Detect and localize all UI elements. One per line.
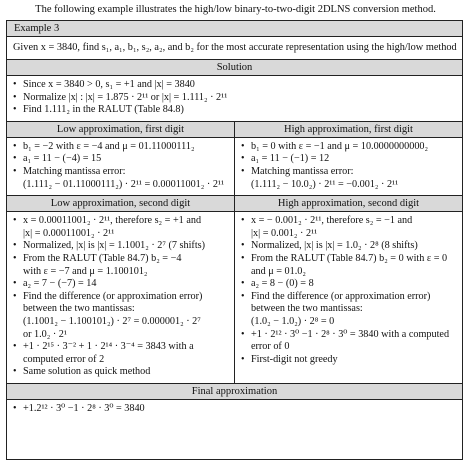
solution-item: • Since x = 3840 > 0, s₁ = +1 and |x| = 3840: [13, 79, 456, 92]
high-second-item: (1.0₂ − 1.0₂) · 2⁸ = 0: [251, 315, 335, 327]
high-second-item: |x| = 0.001₂ · 2¹¹: [251, 227, 318, 239]
low-second-item: with ε = −7 and μ = 1.100101₂: [23, 265, 148, 277]
high-first-item: (1.111₂ − 10.0₂) · 2¹¹ = −0.001₂ · 2¹¹: [251, 178, 399, 190]
high-second-list: [241, 215, 457, 366]
final-header: Final approximation: [7, 384, 462, 400]
low-second-item: (1.1001₂ − 1.100101₂) · 2⁷ = 0.000001₂ · 2⁷: [23, 315, 201, 327]
low-first-item: (1.111₂ − 01.11000111₂) · 2¹¹ = 0.00011001₂ · 2¹¹: [23, 178, 225, 190]
high-second-item: • a₂ = 8 − (0) = 8: [241, 278, 457, 291]
high-second-item: error of 0: [251, 341, 290, 353]
high-second-header: High approximation, second digit: [235, 196, 462, 212]
high-first-item: • Matching mantissa error:: [241, 166, 457, 179]
high-second-item: • From the RALUT (Table 84.7) b₂ = 0 with ε = 0: [241, 253, 457, 266]
example-label: Example 3: [7, 21, 462, 37]
high-second-item: • +1 · 2¹² · 3⁰ −1 · 2⁸ · 3⁰ = 3840 with a computed: [241, 329, 457, 342]
high-first-header: High approximation, first digit: [235, 122, 462, 138]
low-second-item: |x| = 0.00011001₂ · 2¹¹: [23, 227, 115, 239]
high-second-item: • Find the difference (or approximation error): [241, 291, 457, 304]
low-first-header: Low approximation, first digit: [7, 122, 234, 138]
high-first-list: [241, 141, 457, 191]
low-second-item: between the two mantissas:: [23, 303, 135, 315]
low-first-item: • Matching mantissa error:: [13, 166, 229, 179]
solution-item: • Normalize |x| : |x| = 1.875 · 2¹¹ or |x| = 1.111₂ · 2¹¹: [13, 92, 456, 105]
first-digit-row: [7, 138, 462, 196]
high-first-item: • a₁ = 11 − (−1) = 12: [241, 153, 457, 166]
final-item: • +1.2¹² · 3⁰ −1 · 2⁸ · 3⁰ = 3840: [13, 403, 456, 416]
low-first-item: • b₁ = −2 with ε = −4 and μ = 01.11000111₂: [13, 141, 229, 154]
high-second-item: and μ = 01.0₂: [251, 265, 306, 277]
low-second-item: • x = 0.00011001₂ · 2¹¹, therefore s₂ = +1 and: [13, 215, 229, 228]
low-second-item: • From the RALUT (Table 84.7) b₂ = −4: [13, 253, 229, 266]
solution-list: [13, 79, 456, 117]
intro-text: The following example illustrates the high/low binary-to-two-digit 2DLNS conversion method.: [35, 4, 436, 15]
low-second-list: [13, 215, 229, 379]
low-second-header: Low approximation, second digit: [7, 196, 234, 212]
example-box: [6, 20, 463, 460]
low-second-item: computed error of 2: [23, 353, 105, 365]
high-second-item: • First-digit not greedy: [241, 354, 457, 367]
high-first-item: • b₁ = 0 with ε = −1 and μ = 10.0000000000₂: [241, 141, 457, 154]
low-second-item: • Same solution as quick method: [13, 366, 229, 379]
solution-body: [7, 76, 462, 122]
low-second-item: • Normalized, |x| is |x| = 1.1001₂ · 2⁷ (7 shifts): [13, 240, 229, 253]
given-statement: Given x = 3840, find s₁, a₁, b₁, s₂, a₂, and b₂ for the most accurate representation using the high/low method: [7, 37, 462, 60]
low-second-item: • a₂ = 7 − (−7) = 14: [13, 278, 229, 291]
solution-item: • Find 1.111₂ in the RALUT (Table 84.8): [13, 104, 456, 117]
high-second-item: • x = − 0.001₂ · 2¹¹, therefore s₂ = −1 and: [241, 215, 457, 228]
solution-header: Solution: [7, 60, 462, 76]
first-digit-headers: [7, 122, 462, 138]
low-first-list: [13, 141, 229, 191]
final-body: [7, 400, 462, 420]
high-second-item: between the two mantissas:: [251, 303, 363, 315]
second-digit-headers: [7, 196, 462, 212]
low-second-item: • +1 · 2¹⁵ · 3⁻² + 1 · 2¹⁴ · 3⁻⁴ = 3843 with a: [13, 341, 229, 354]
low-second-item: • Find the difference (or approximation error): [13, 291, 229, 304]
low-first-item: • a₁ = 11 − (−4) = 15: [13, 153, 229, 166]
high-second-item: • Normalized, |x| is |x| = 1.0₂ · 2⁸ (8 shifts): [241, 240, 457, 253]
second-digit-row: [7, 212, 462, 384]
low-second-item: or 1.0₂ · 2¹: [23, 328, 67, 340]
final-list: [13, 403, 456, 416]
